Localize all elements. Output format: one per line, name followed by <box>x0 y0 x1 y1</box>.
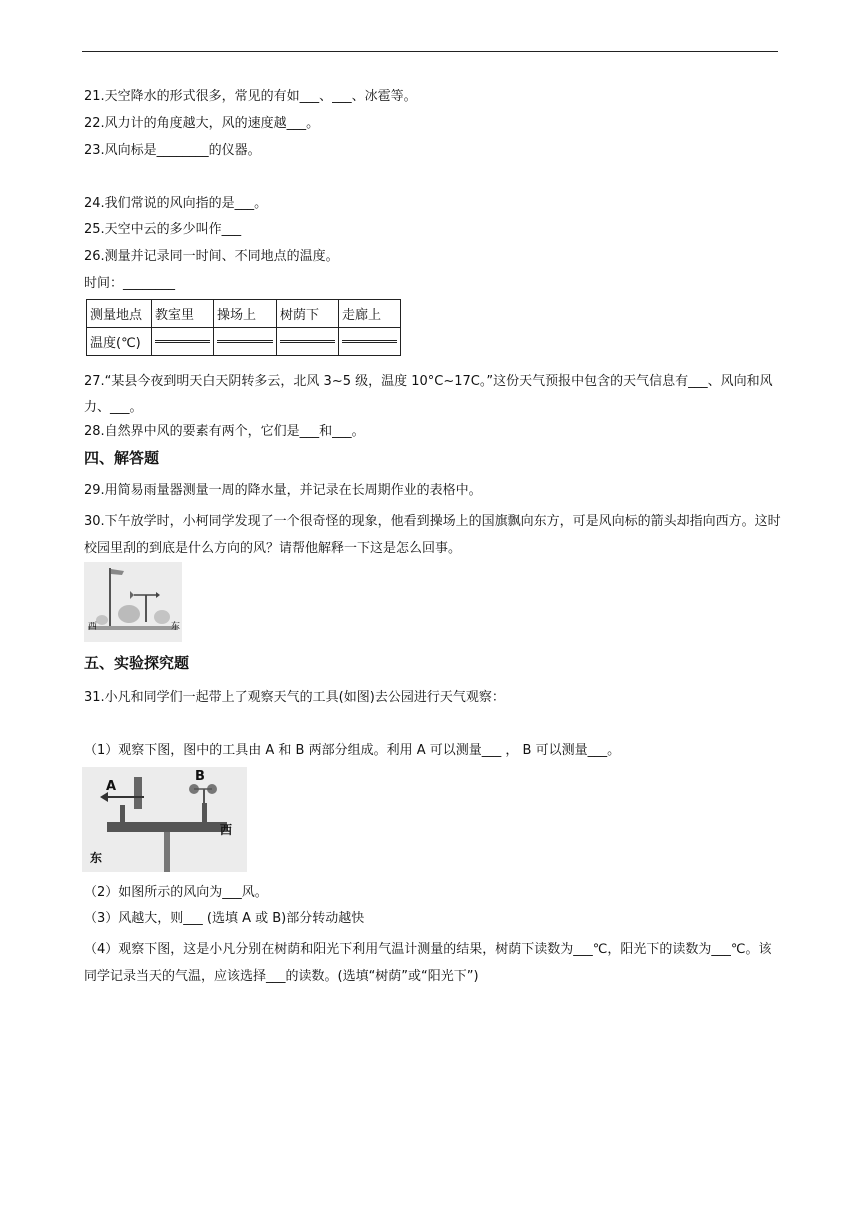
table-row <box>87 300 401 328</box>
header-rule <box>82 51 778 52</box>
question-31-part-2: （2）如图所示的风向为___风。 <box>84 885 268 900</box>
question-25: 25.天空中云的多少叫作___ <box>84 222 242 237</box>
west-label: 西 <box>88 622 98 632</box>
time-label: 时间：________ <box>84 276 176 291</box>
question-26: 26.测量并记录同一时间、不同地点的温度。 <box>84 249 339 264</box>
table-header-cell: 操场上 <box>214 300 277 328</box>
question-30: 30.下午放学时，小柯同学发现了一个很奇怪的现象，他看到操场上的国旗飘向东方，可是风向标的箭头却指向西方。这时校园里刮的到底是什么方向的风？请帮他解释一下这是怎么回事。 <box>84 514 781 556</box>
east-label: 东 <box>90 851 103 865</box>
question-28: 28.自然界中风的要素有两个，它们是___和___。 <box>84 424 365 439</box>
question-31-part-3: （3）风越大，则___ (选填 A 或 B)部分转动越快 <box>84 911 365 926</box>
question-31: 31.小凡和同学们一起带上了观察天气的工具(如图)去公园进行天气观察： <box>84 690 505 705</box>
question-24: 24.我们常说的风向指的是___。 <box>84 196 268 211</box>
table-header-cell: 走廊上 <box>339 300 401 328</box>
question-27: 27.“某县今夜到明天白天阴转多云，北风 3~5 级，温度 10°C~17C。”这份天气预报中包含的天气信息有___、风向和风力、___。 <box>84 374 773 415</box>
table-header-cell: 教室里 <box>152 300 214 328</box>
table-blank-cell[interactable] <box>152 328 214 356</box>
temperature-table <box>86 299 401 356</box>
table-blank-cell[interactable] <box>277 328 339 356</box>
table-row <box>87 328 401 356</box>
table-blank-cell[interactable] <box>339 328 401 356</box>
table-header-cell: 树荫下 <box>277 300 339 328</box>
table-header-cell: 测量地点 <box>87 300 152 328</box>
label-a: A <box>106 779 117 794</box>
label-b: B <box>195 769 205 784</box>
question-23: 23.风向标是________的仪器。 <box>84 143 261 158</box>
section-heading-5: 五、实验探究题 <box>84 654 190 672</box>
question-31-part-1: （1）观察下图，图中的工具由 A 和 B 两部分组成。利用 A 可以测量___ ， B 可以测量___。 <box>84 743 621 758</box>
table-blank-cell[interactable] <box>214 328 277 356</box>
question-29: 29.用简易雨量器测量一周的降水量，并记录在长周期作业的表格中。 <box>84 483 482 498</box>
west-label: 西 <box>220 823 233 837</box>
question-21: 21.天空降水的形式很多，常见的有如___、___、冰雹等。 <box>84 89 417 104</box>
east-label: 东 <box>171 622 181 632</box>
flag-and-wind-vane-figure <box>84 562 182 642</box>
section-heading-4: 四、解答题 <box>84 449 160 467</box>
wind-vane-and-anemometer-figure <box>82 767 247 872</box>
question-22: 22.风力计的角度越大，风的速度越___。 <box>84 116 320 131</box>
question-31-part-4: （4）观察下图，这是小凡分别在树荫和阳光下利用气温计测量的结果，树荫下读数为___℃，阳光下的读数为___℃。该同学记录当天的气温，应该选择___的读数。(选填“树荫”或“阳光下”) <box>84 942 772 984</box>
table-row-label: 温度(℃) <box>87 328 152 356</box>
